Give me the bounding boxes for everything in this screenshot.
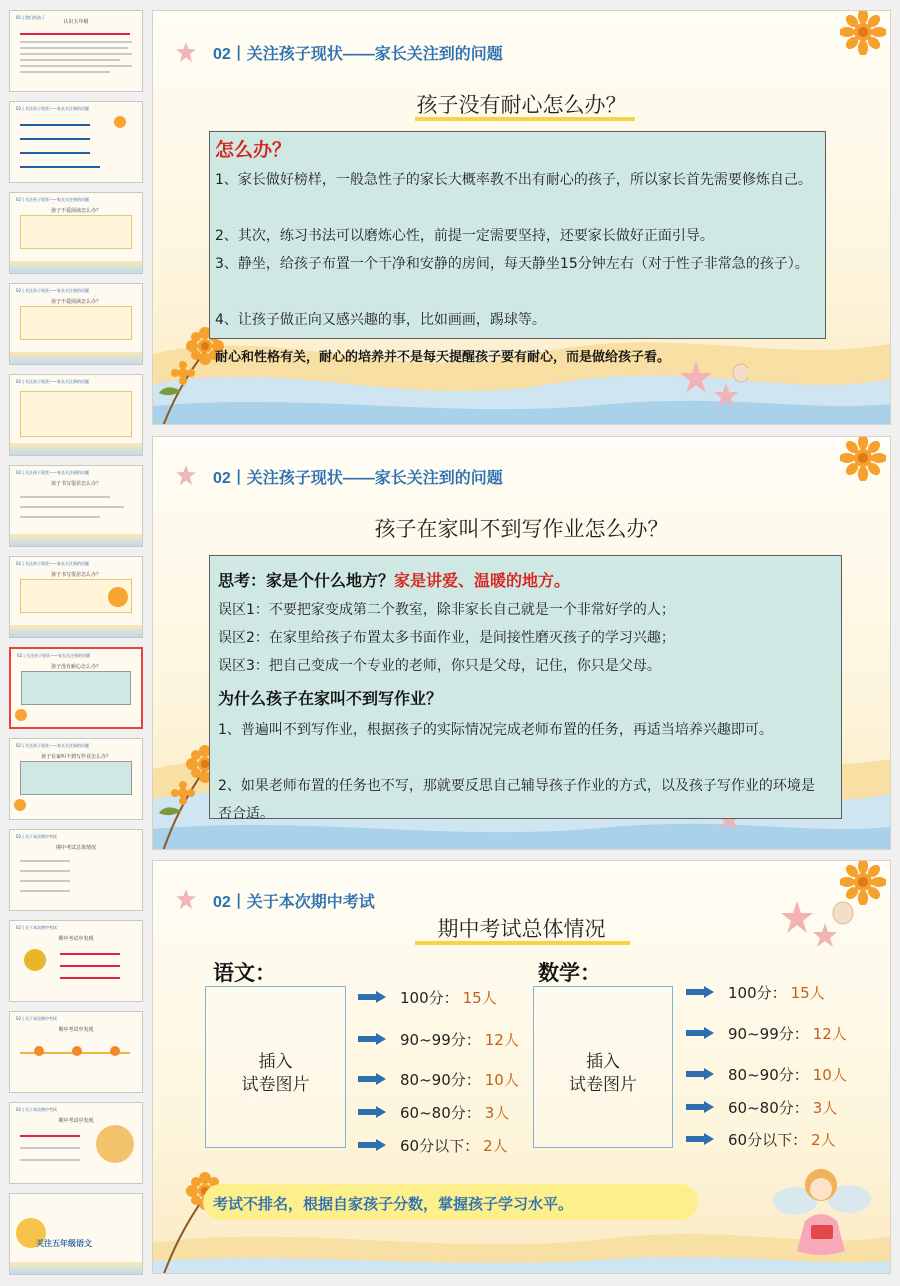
slide-thumbnail-4[interactable] (9, 283, 143, 365)
arrow-right-icon (686, 1027, 714, 1039)
thumb-content-box (20, 761, 132, 795)
thumb-content-box (20, 306, 132, 340)
score-row (400, 1135, 508, 1156)
score-range: 80~90分： (728, 1066, 809, 1084)
score-row (400, 1029, 519, 1050)
score-row (400, 987, 497, 1008)
thumb-title: 孩子书写很差怎么办？ (50, 572, 101, 578)
score-count: 2人 (811, 1131, 836, 1149)
thumb-title: 孩子不爱阅读怎么办？ (50, 208, 101, 214)
thumb-header: 02 | 关注孩子现状——家长关注到的问题 (17, 653, 90, 658)
score-row (728, 1064, 847, 1085)
section-header: 02丨关注孩子现状——家长关注到的问题 (213, 470, 503, 487)
reason-1: 1、普遍叫不到写作业，根据孩子的实际情况完成老师布置的任务，再适当培养兴趣即可。 (218, 722, 773, 738)
arrow-right-icon (686, 1068, 714, 1080)
thumb-content-box (20, 391, 132, 437)
thumb-header: 02 | 关注孩子现状——家长关注到的问题 (16, 197, 89, 202)
thumb-header: 02 | 关注孩子现状——家长关注到的问题 (16, 743, 89, 748)
thumb-children-illustration (96, 1125, 134, 1163)
subject-label-chinese: 语文： (213, 961, 276, 985)
thumb-line (60, 965, 120, 967)
score-count: 12人 (484, 1031, 519, 1049)
thumb-wave (10, 261, 142, 273)
section-header: 02丨关注孩子现状——家长关注到的问题 (213, 46, 503, 63)
thumb-content-box (20, 215, 132, 249)
score-count: 3人 (812, 1099, 838, 1117)
thumb-line (20, 53, 132, 55)
answer-panel (209, 131, 826, 339)
arrow-right-icon (358, 1073, 386, 1085)
myth-2: 误区2：在家里给孩子布置太多书面作业，是间接性磨灭孩子的学习兴趣； (218, 630, 675, 646)
score-count: 12人 (812, 1025, 847, 1043)
thumb-line (20, 1147, 80, 1149)
score-range: 100分： (728, 984, 787, 1002)
section-header: 02丨关于本次期中考试 (213, 894, 375, 911)
thumb-flower (114, 116, 126, 128)
arrow-right-icon (686, 1101, 714, 1113)
panel-heading: 怎么办？ (215, 139, 292, 161)
thumb-line (20, 65, 132, 67)
thumb-line (60, 977, 120, 979)
score-row (400, 1069, 519, 1090)
title-underline (415, 117, 635, 121)
answer-item-1: 1、家长做好榜样，一般急性子的家长大概率教不出有耐心的孩子，所以家长首先需要修炼自己。 (215, 172, 812, 188)
thumb-title: 期中考试中发现 (58, 1118, 94, 1124)
score-count: 10人 (812, 1066, 847, 1084)
thumb-wave (10, 352, 142, 364)
thumb-wave (10, 534, 142, 546)
thumb-line (20, 1135, 80, 1137)
thumb-line (20, 880, 70, 882)
thumb-line (20, 152, 90, 154)
sun-flower-icon (840, 10, 886, 55)
answer-panel (209, 555, 842, 822)
thumb-line (20, 890, 70, 892)
slide-thumbnail-7[interactable] (9, 556, 143, 638)
score-count: 15人 (462, 989, 497, 1007)
thumb-header: 01 | 我们的孩子 (16, 15, 45, 20)
score-row (728, 1023, 847, 1044)
slide-thumbnail-10[interactable] (9, 829, 143, 911)
starfish-icon (175, 41, 197, 63)
myth-1: 误区1：不要把家变成第二个教室，除非家长自己就是一个非常好学的人； (218, 602, 675, 618)
placeholder-line-2: 试卷图片 (569, 1075, 637, 1095)
page-title: 期中考试总体情况 (437, 917, 606, 941)
thumb-wave (10, 625, 142, 637)
arrow-right-icon (358, 1139, 386, 1151)
thumb-dot (110, 1046, 120, 1056)
arrow-right-icon (358, 991, 386, 1003)
score-count: 15人 (790, 984, 825, 1002)
think-answer: 家是讲爱、温暖的地方。 (394, 571, 571, 590)
thumb-line (20, 860, 70, 862)
score-count: 3人 (484, 1104, 510, 1122)
slide-midterm-overview (152, 860, 891, 1274)
exam-image-placeholder-math[interactable] (533, 986, 673, 1148)
summary-banner (203, 1184, 698, 1220)
thumb-header: 02 | 关于本次期中考试 (16, 834, 57, 839)
thumb-header: 02 | 关于本次期中考试 (16, 1107, 57, 1112)
why-heading: 为什么孩子在家叫不到写作业？ (218, 689, 443, 708)
thumb-line (20, 41, 132, 43)
page-title: 孩子没有耐心怎么办？ (416, 93, 627, 117)
thumb-header: 02 | 关于本次期中考试 (16, 1016, 57, 1021)
score-count: 10人 (484, 1071, 519, 1089)
thumb-line (20, 138, 90, 140)
score-range: 90~99分： (400, 1031, 481, 1049)
thumb-header: 02 | 关注孩子现状——家长关注到的问题 (16, 470, 89, 475)
thumb-big-title: 关注五年级语文 (36, 1239, 92, 1248)
myth-3: 误区3：把自己变成一个专业的老师，你只是父母，记住，你只是父母。 (218, 658, 661, 674)
starfish-icon (678, 359, 748, 414)
thumb-line (20, 496, 110, 498)
slide-thumbnail-9[interactable] (9, 738, 143, 820)
thumb-line (20, 59, 120, 61)
score-row (728, 1129, 836, 1150)
thumb-header: 02 | 关注孩子现状——家长关注到的问题 (16, 379, 89, 384)
thumb-flower (14, 799, 26, 811)
slide-patience (152, 10, 891, 425)
thumb-header: 02 | 关注孩子现状——家长关注到的问题 (16, 561, 89, 566)
thumb-dot (72, 1046, 82, 1056)
thumb-line (20, 870, 70, 872)
thumb-line (20, 71, 110, 73)
slide-thumbnail-12[interactable] (9, 1011, 143, 1093)
thumb-dot (34, 1046, 44, 1056)
think-prefix: 思考：家是个什么地方？ (218, 571, 395, 590)
thumb-header: 02 | 关于本次期中考试 (16, 925, 57, 930)
thumb-wave (10, 443, 142, 455)
thumb-wave (10, 1262, 142, 1274)
thumb-title: 认识五年级 (63, 19, 89, 25)
thumb-header: 02 | 关注孩子现状——家长关注到的问题 (16, 288, 89, 293)
score-row (728, 982, 825, 1003)
placeholder-line-2: 试卷图片 (241, 1075, 310, 1095)
slide-thumbnail-14[interactable] (9, 1193, 143, 1275)
answer-item-4: 4、让孩子做正向又感兴趣的事，比如画画，踢球等。 (215, 312, 546, 328)
score-count: 2人 (483, 1137, 508, 1155)
score-range: 60~80分： (400, 1104, 481, 1122)
title-underline (415, 941, 630, 945)
thumb-title: 孩子在家叫不到写作业怎么办？ (40, 754, 111, 760)
page-title: 孩子在家叫不到写作业怎么办？ (374, 517, 669, 541)
answer-item-3: 3、静坐，给孩子布置一个干净和安静的房间，每天静坐15分钟左右（对于性子非常急的孩子）。 (215, 256, 809, 272)
thumb-title: 期中考试总体情况 (55, 845, 96, 851)
summary-note: 耐心和性格有关，耐心的培养并不是每天提醒孩子要有耐心，而是做给孩子看。 (215, 350, 671, 365)
sun-flower-icon (840, 436, 886, 481)
thumb-title: 孩子没有耐心怎么办？ (50, 664, 101, 670)
thumb-title: 孩子书写很差怎么办？ (50, 481, 101, 487)
thumb-trophy (24, 949, 46, 971)
flower-branch-icon (153, 1166, 233, 1274)
starfish-icon (175, 464, 197, 486)
slide-thumbnail-1[interactable] (9, 10, 143, 92)
slide-thumbnail-2[interactable] (9, 101, 143, 183)
thumb-title: 期中考试中发现 (58, 1027, 94, 1033)
think-line (218, 568, 570, 591)
thumb-children-illustration (108, 587, 128, 607)
answer-item-2: 2、其次，练习书法可以磨炼心性，前提一定需要坚持，还要家长做好正面引导。 (215, 228, 714, 244)
starfish-icon (175, 888, 197, 910)
score-row (400, 1102, 509, 1123)
arrow-right-icon (358, 1033, 386, 1045)
thumb-line (20, 506, 124, 508)
score-row (728, 1097, 837, 1118)
thumb-line (20, 124, 90, 126)
thumb-line (60, 953, 120, 955)
thumb-line (20, 166, 100, 168)
reason-2: 2、如果老师布置的任务也不写，那就要反思自己辅导孩子作业的方式，以及孩子写作业的环境是否合适。 (218, 778, 815, 822)
score-range: 60分以下： (400, 1137, 480, 1155)
arrow-right-icon (686, 986, 714, 998)
fairy-reading-illustration (765, 1159, 875, 1263)
thumb-flower (15, 709, 27, 721)
thumb-content-box (21, 671, 131, 705)
thumb-title: 期中考试中发现 (58, 936, 94, 942)
thumb-line (20, 33, 130, 35)
summary-banner-text: 考试不排名，根据自家孩子分数，掌握孩子学习水平。 (213, 1195, 574, 1213)
slide-thumbnail-13[interactable] (9, 1102, 143, 1184)
thumb-line (20, 516, 100, 518)
arrow-right-icon (358, 1106, 386, 1118)
slide-thumbnail-5[interactable] (9, 374, 143, 456)
slide-thumbnail-11[interactable] (9, 920, 143, 1002)
slide-thumbnail-6[interactable] (9, 465, 143, 547)
score-range: 100分： (400, 989, 459, 1007)
placeholder-line-1: 插入 (258, 1052, 293, 1072)
slide-homework (152, 436, 891, 850)
arrow-right-icon (686, 1133, 714, 1145)
slide-thumbnail-rail (0, 0, 150, 1286)
thumb-line (20, 47, 128, 49)
score-range: 80~90分： (400, 1071, 481, 1089)
thumb-header: 02 | 关注孩子现状——家长关注到的问题 (16, 106, 89, 111)
thumb-title: 孩子不爱阅读怎么办？ (50, 299, 101, 305)
slide-thumbnail-8[interactable] (9, 647, 143, 729)
slide-thumbnail-3[interactable] (9, 192, 143, 274)
placeholder-line-1: 插入 (586, 1052, 620, 1072)
score-range: 60分以下： (728, 1131, 808, 1149)
score-range: 90~99分： (728, 1025, 809, 1043)
exam-image-placeholder-chinese[interactable] (205, 986, 346, 1148)
thumb-line (20, 1159, 80, 1161)
score-range: 60~80分： (728, 1099, 809, 1117)
subject-label-math: 数学： (538, 961, 601, 985)
